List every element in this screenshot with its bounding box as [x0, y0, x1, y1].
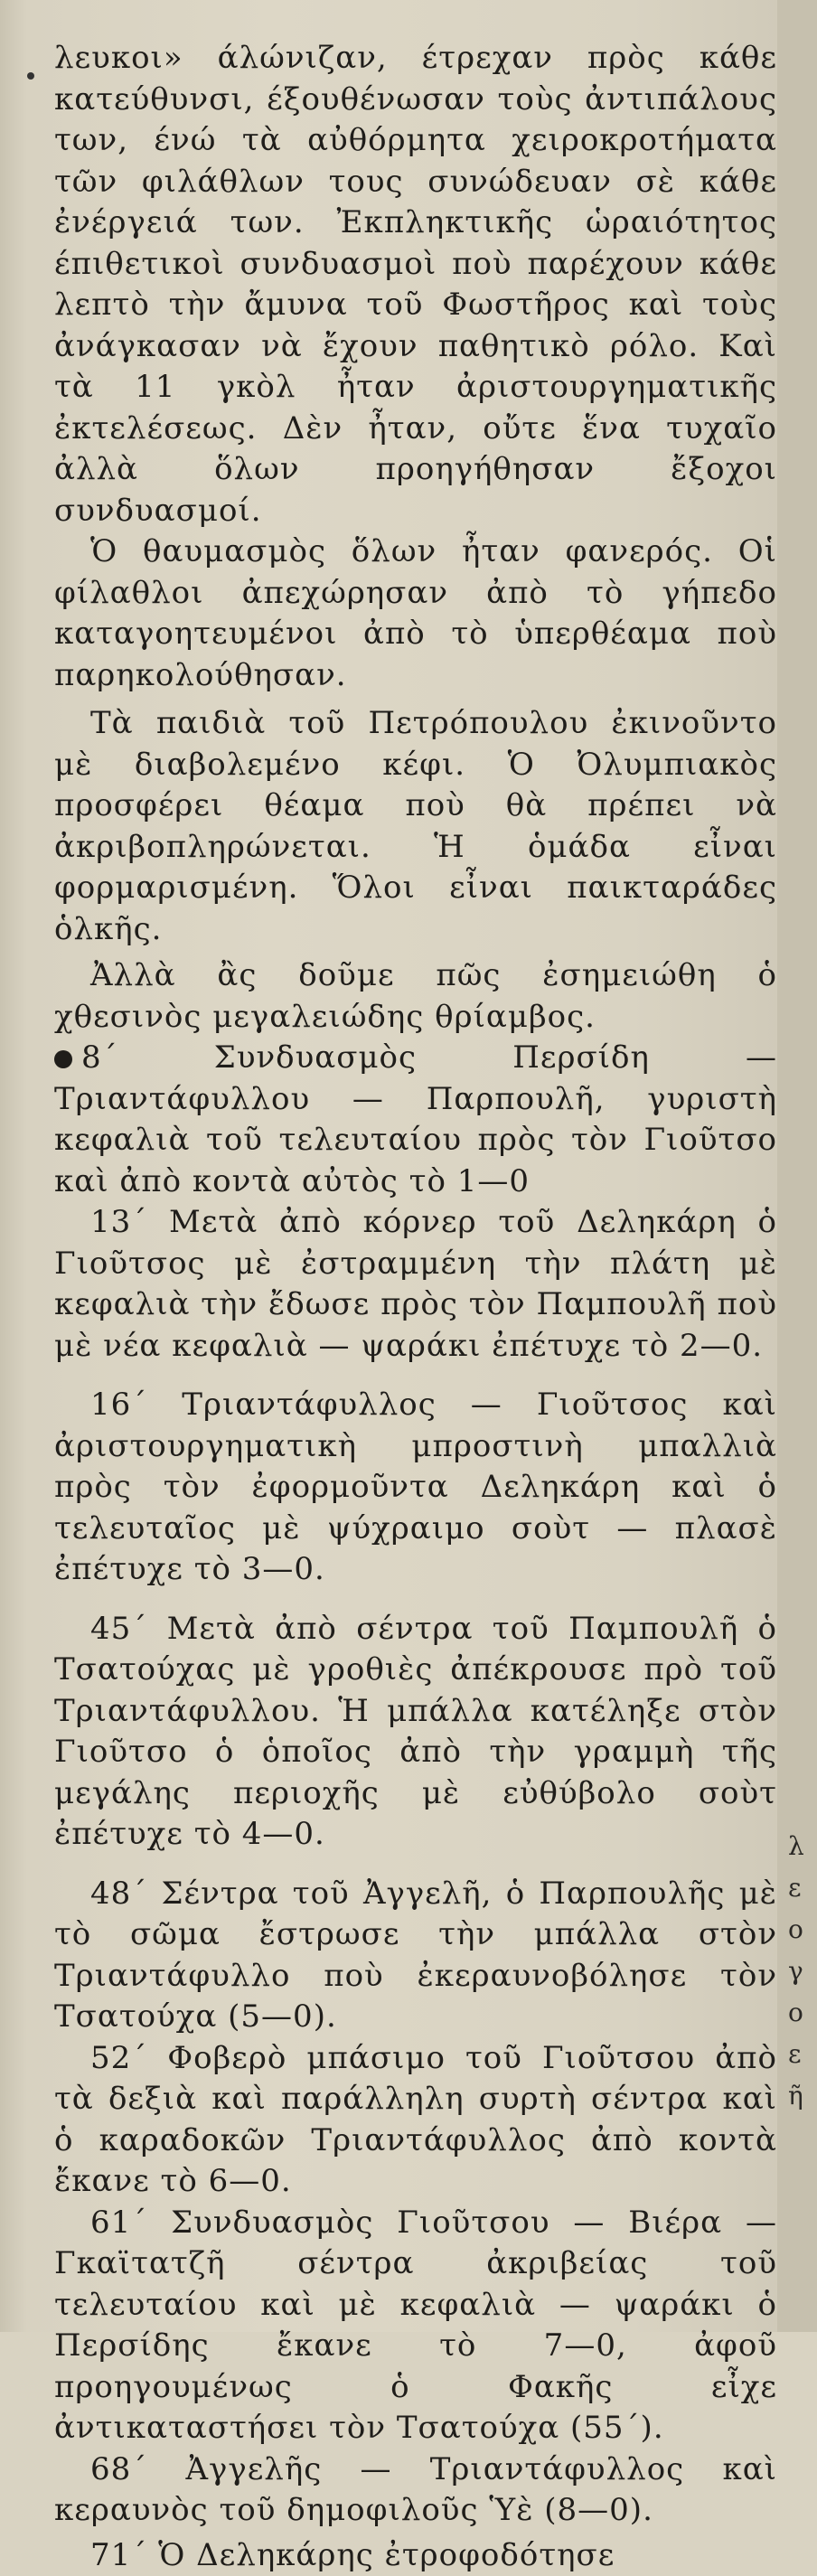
goal-entry: 45΄ Μετὰ ἀπὸ σέντρα τοῦ Παμπουλῆ ὁ Τσατούχας μὲ γροθιὲς ἀπέκρουσε πρὸ τοῦ Τριαντάφυλλου. Ἡ μπάλλα κατέληξε στὸν Γιοῦτσο ὁ ὁποῖος ἀπὸ τὴν γραμμὴ τῆς μεγάλης περιοχῆς μὲ εὐθύβολο σοὺτ ἐπέτυχε τὸ 4—0. — [54, 1609, 777, 1856]
article-paragraph: Τὰ παιδιὰ τοῦ Πετρόπουλου ἐκινοῦντο μὲ διαβολεμένο κέφι. Ὁ Ὀλυμπιακὸς προσφέρει θέαμα ποὺ θὰ πρέπει νὰ ἀκριβοπληρώνεται. Ἡ ὁμάδα εἶναι φορμαρισμένη. Ὅλοι εἶναι παικταράδες ὁλκῆς. — [54, 703, 777, 950]
fragment-letter: ε — [788, 2034, 813, 2075]
goal-entry: 13΄ Μετὰ ἀπὸ κόρνερ τοῦ Δεληκάρη ὁ Γιοῦτσος μὲ ἐστραμμένη τὴν πλάτη μὲ κεφαλιὰ τὴν ἔδωσε πρὸς τὸν Παμπουλῆ ποὺ μὲ νέα κεφαλιὰ — ψαράκι ἐπέτυχε τὸ 2—0. — [54, 1202, 777, 1367]
goal-entry: 68΄ Ἀγγελῆς — Τριαντάφυλλος καὶ κεραυνὸς τοῦ δημοφιλοῦς Ὑὲ (8—0). — [54, 2449, 777, 2532]
article-paragraph: Ἀλλὰ ἂς δοῦμε πῶς ἐσημειώθη ὁ χθεσινὸς μεγαλειώδης θρίαμβος. — [54, 955, 777, 1038]
goal-entry: 16΄ Τριαντάφυλλος — Γιοῦτσος καὶ ἀριστουργηματικὴ μπροστινὴ μπαλλιὰ πρὸς τὸν ἐφορμοῦντα Δεληκάρη καὶ ὁ τελευταῖος μὲ ψύχραιμο σοὺτ — πλασὲ ἐπέτυχε τὸ 3—0. — [54, 1385, 777, 1591]
goal-entry: 52΄ Φοβερὸ μπάσιμο τοῦ Γιοῦτσου ἀπὸ τὰ δεξιὰ καὶ παράλληλη συρτὴ σέντρα καὶ ὁ καραδοκῶν Τριαντάφυλλος ἀπὸ κοντὰ ἔκανε τὸ 6—0. — [54, 2038, 777, 2203]
goal-entry — [54, 1038, 777, 1202]
adjacent-column-fragment — [788, 1826, 813, 2117]
fragment-letter: γ — [788, 1951, 813, 1992]
fragment-letter: ο — [788, 1992, 813, 2034]
article-paragraph: λευκοι» άλώνιζαν, έτρεχαν πρὸς κάθε κατεύθυνσι, έξουθένωσαν τοὺς ἀντιπάλους των, ένώ τὰ αὐθόρμητα χειροκροτήματα τῶν φιλάθλων τους συνώδευαν σὲ κάθε ἐνέργειά των. Ἐκπληκτικῆς ὡραιότητος έπιθετικοὶ συνδυασμοὶ ποὺ παρέχουν κάθε λεπτὸ τὴν ἄμυνα τοῦ Φωστῆρος καὶ τοὺς ἀνάγκασαν νὰ ἔχουν παθητικὸ ρόλο. Καὶ τὰ 11 γκὸλ ἦταν ἀριστουργηματικῆς ἐκτελέσεως. Δὲν ἦταν, οὔτε ἕνα τυχαῖο ἀλλὰ ὅλων προηγήθησαν ἔξοχοι συνδυασμοί. — [54, 38, 777, 531]
fragment-letter: ο — [788, 1909, 813, 1951]
goal-entry: 71΄ Ὁ Δεληκάρης ἐτροφοδότησε — [54, 2535, 777, 2576]
goal-entry: 48΄ Σέντρα τοῦ Ἀγγελῆ, ὁ Παρπουλῆς μὲ τὸ σῶμα ἔστρωσε τὴν μπάλλα στὸν Τριαντάφυλλο ποὺ ἐκεραυνοβόλησε τὸν Τσατούχα (5—0). — [54, 1874, 777, 2038]
bullet-icon — [54, 1050, 72, 1068]
article-column — [54, 0, 777, 2576]
fragment-letter: ε — [788, 1867, 813, 1909]
goal-entry: 61΄ Συνδυασμὸς Γιοῦτσου — Βιέρα — Γκαϊτατζῆ σέντρα ἀκριβείας τοῦ τελευταίου καὶ μὲ κεφαλιὰ — ψαράκι ὁ Περσίδης ἔκανε τὸ 7—0, ἀφοῦ προηγουμένως ὁ Φακῆς εἶχε ἀντικαταστήσει τὸν Τσατούχα (55΄). — [54, 2203, 777, 2449]
print-speck — [27, 72, 34, 80]
article-paragraph: Ὁ θαυμασμὸς ὅλων ἦταν φανερός. Οἱ φίλαθλοι ἀπεχώρησαν ἀπὸ τὸ γήπεδο καταγοητευμένοι ἀπὸ τὸ ὑπερθέαμα ποὺ παρηκολούθησαν. — [54, 531, 777, 696]
goal-entry-text: 8΄ Συνδυασμὸς Περσίδη — Τριαντάφυλλου — Παρπουλῆ, γυριστὴ κεφαλιὰ τοῦ τελευταίου πρὸς τὸν Γιοῦτσο καὶ ἀπὸ κοντὰ αὐτὸς τὸ 1—0 — [54, 1039, 777, 1199]
fragment-letter: ῆ — [788, 2075, 813, 2117]
fragment-letter: λ — [788, 1826, 813, 1867]
